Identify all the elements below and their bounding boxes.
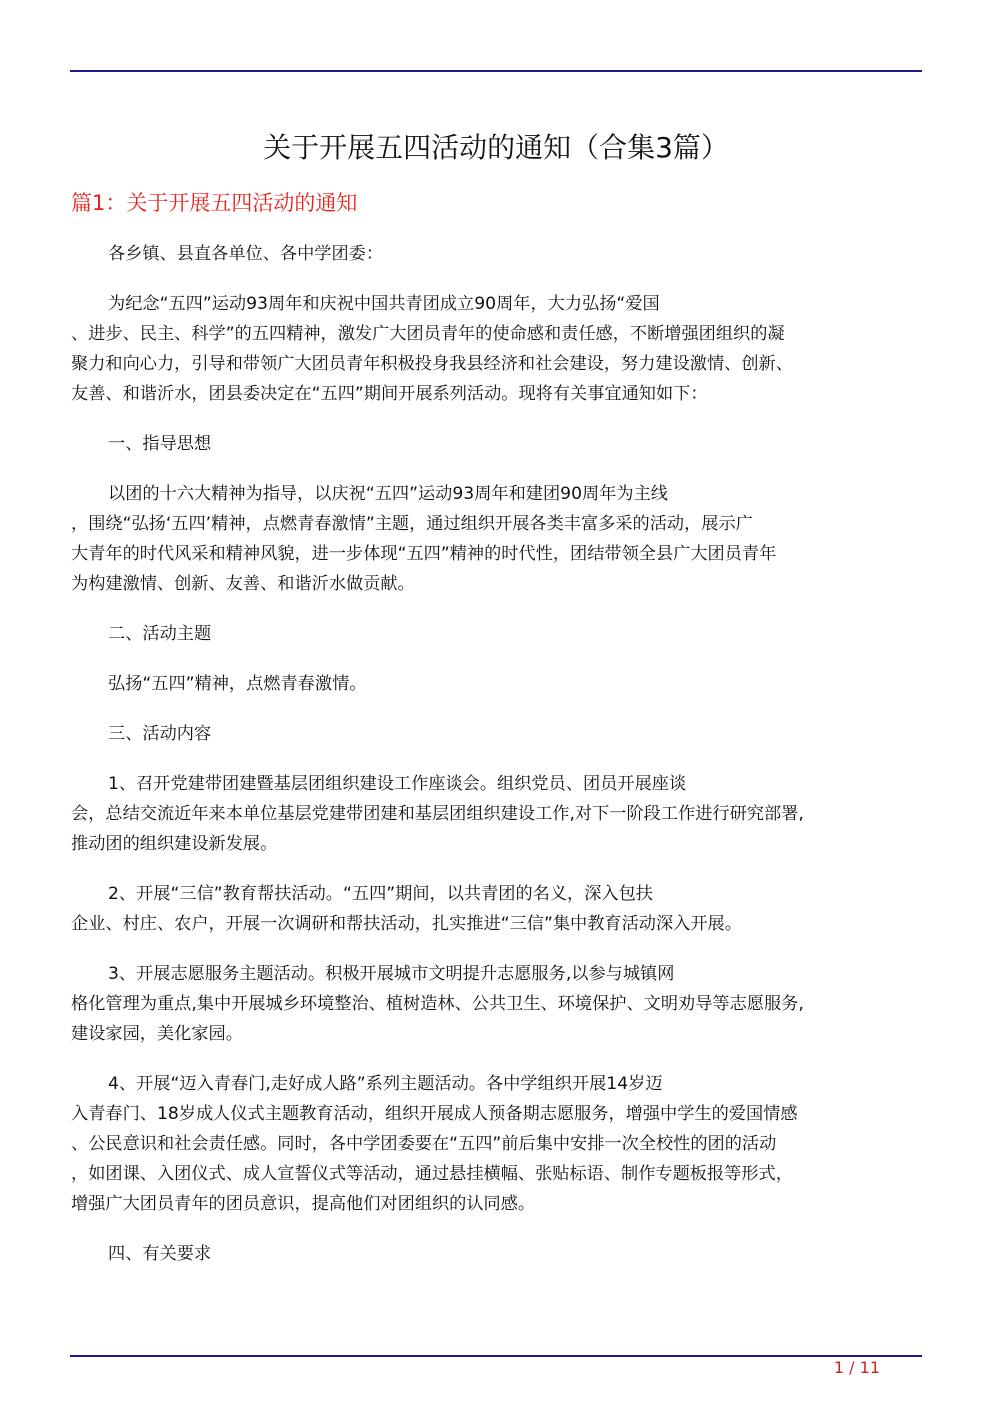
paragraph-line: 为构建激情、创新、友善、和谐沂水做贡献。: [71, 574, 415, 594]
paragraph: [71, 669, 921, 699]
paragraph-line: 企业、村庄、农户，开展一次调研和帮扶活动，扎实推进“三信”集中教育活动深入开展。: [71, 914, 742, 934]
paragraph-line: 二、活动主题: [108, 624, 212, 644]
paragraph: [71, 879, 921, 939]
section-heading: 篇1：关于开展五四活动的通知: [71, 191, 358, 215]
paragraph: [71, 479, 921, 599]
paragraph-line: 以团的十六大精神为指导，以庆祝“五四”运动93周年和建团90周年为主线: [108, 484, 668, 504]
paragraph: [71, 239, 921, 269]
paragraph-line: 、公民意识和社会责任感。同时，各中学团委要在“五四”前后集中安排一次全校性的团的活动: [71, 1134, 777, 1154]
paragraph: [71, 1069, 921, 1219]
paragraph-line: ，如团课、入团仪式、成人宣誓仪式等活动，通过悬挂横幅、张贴标语、制作专题板报等形式，: [71, 1164, 793, 1184]
paragraph-line: 4、开展“迈入青春门,走好成人路”系列主题活动。各中学组织开展14岁迈: [108, 1074, 663, 1094]
paragraph-line: 三、活动内容: [108, 724, 212, 744]
footer-rule: [70, 1355, 922, 1357]
paragraph-line: 会，总结交流近年来本单位基层党建带团建和基层团组织建设工作,对下一阶段工作进行研究部署,: [71, 804, 804, 824]
header-rule: [70, 70, 922, 72]
paragraph: [71, 769, 921, 859]
paragraph-line: 推动团的组织建设新发展。: [71, 834, 278, 854]
paragraph-line: 聚力和向心力，引导和带领广大团员青年积极投身我县经济和社会建设，努力建设激情、创新、: [71, 354, 793, 374]
document-body: [71, 239, 921, 1289]
paragraph-line: 四、有关要求: [108, 1244, 212, 1264]
paragraph: [71, 1239, 921, 1269]
paragraph-line: 、进步、民主、科学”的五四精神，激发广大团员青年的使命感和责任感，不断增强团组织的凝: [71, 324, 785, 344]
page-current: 1: [833, 1358, 845, 1377]
paragraph: [71, 719, 921, 749]
paragraph-line: 增强广大团员青年的团员意识，提高他们对团组织的认同感。: [71, 1194, 536, 1214]
paragraph-line: 友善、和谐沂水，团县委决定在“五四”期间开展系列活动。现将有关事宜通知如下：: [71, 384, 708, 404]
page-total: 11: [859, 1358, 880, 1377]
paragraph-line: 1、召开党建带团建暨基层团组织建设工作座谈会。组织党员、团员开展座谈: [108, 774, 687, 794]
paragraph-line: ，围绕“弘扬‘五四’精神，点燃青春激情”主题，通过组织开展各类丰富多采的活动，展示广: [71, 514, 753, 534]
paragraph: [71, 289, 921, 409]
paragraph: [71, 619, 921, 649]
paragraph-line: 2、开展“三信”教育帮扶活动。“五四”期间，以共青团的名义，深入包扶: [108, 884, 653, 904]
paragraph-line: 弘扬“五四”精神，点燃青春激情。: [108, 674, 367, 694]
page-number: [800, 1357, 880, 1379]
paragraph-line: 建设家园，美化家园。: [71, 1024, 243, 1044]
paragraph-line: 大青年的时代风采和精神风貌，进一步体现“五四”精神的时代性，团结带领全县广大团员青年: [71, 544, 777, 564]
paragraph-line: 一、指导思想: [108, 434, 212, 454]
document-title: 关于开展五四活动的通知（合集3篇）: [263, 131, 729, 164]
paragraph: [71, 429, 921, 459]
paragraph-line: 格化管理为重点,集中开展城乡环境整治、植树造林、公共卫生、环境保护、文明劝导等志愿服务,: [71, 994, 804, 1014]
paragraph-line: 3、开展志愿服务主题活动。积极开展城市文明提升志愿服务,以参与城镇网: [108, 964, 675, 984]
page-separator: /: [844, 1358, 860, 1377]
paragraph-line: 入青春门、18岁成人仪式主题教育活动，组织开展成人预备期志愿服务，增强中学生的爱国情感: [71, 1104, 798, 1124]
paragraph-line: 各乡镇、县直各单位、各中学团委：: [108, 244, 384, 264]
paragraph: [71, 959, 921, 1049]
paragraph-line: 为纪念“五四”运动93周年和庆祝中国共青团成立90周年，大力弘扬“爱国: [108, 294, 660, 314]
